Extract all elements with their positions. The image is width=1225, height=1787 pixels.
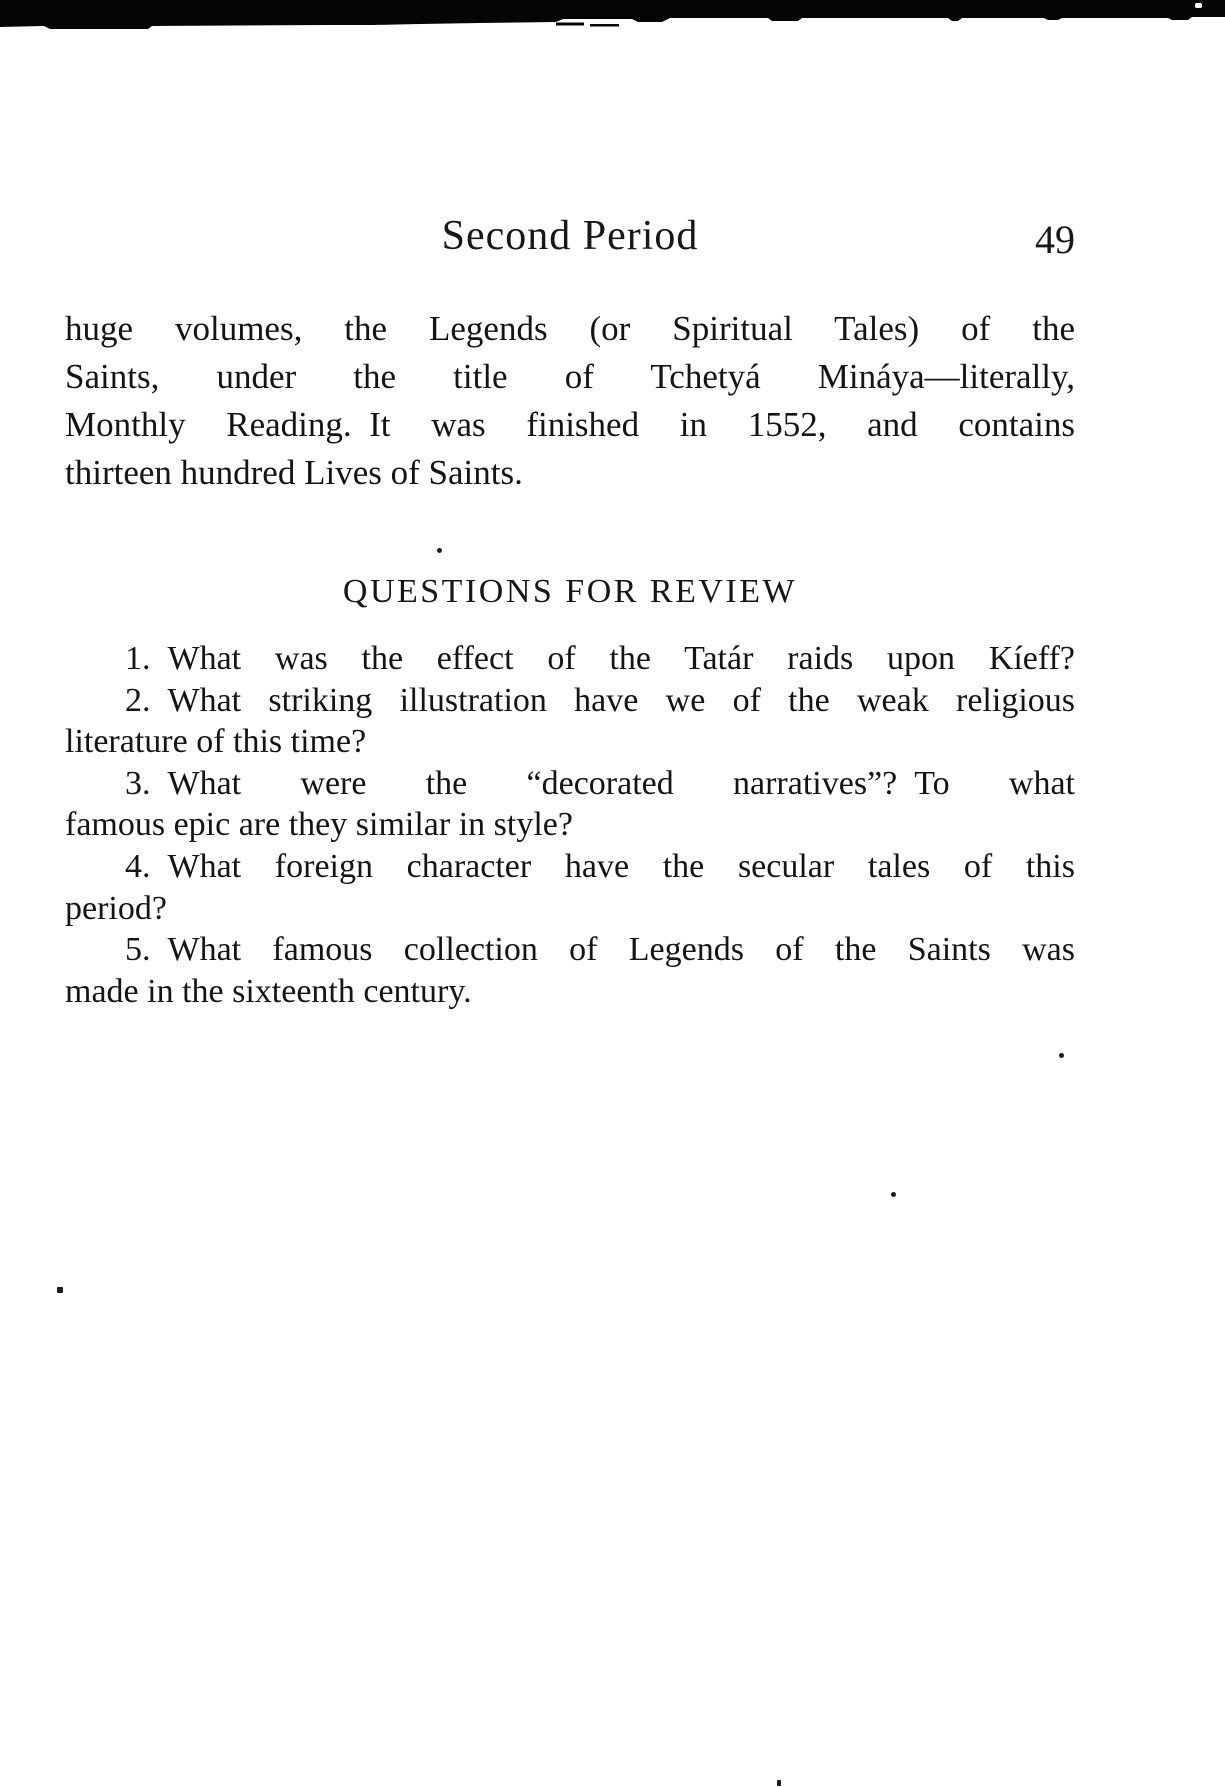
question-line: 5. What famous collection of Legends of the Saints was: [125, 931, 1075, 969]
paragraph-line: huge volumes, the Legends (or Spiritual Tales) of the: [65, 309, 1075, 348]
question-line: 4. What foreign character have the secular tales of this: [125, 847, 1075, 885]
question-line: 1. What was the effect of the Tatár raids upon Kíeff?: [125, 640, 1075, 677]
paragraph-line: thirteen hundred Lives of Saints.: [65, 453, 523, 492]
ink-speck: [777, 1780, 781, 1786]
page-number: 49: [1035, 217, 1075, 262]
page-title: Second Period: [441, 213, 699, 259]
section-heading: QUESTIONS FOR REVIEW: [342, 573, 798, 610]
scan-artifact-top-band: [0, 0, 1225, 34]
scan-underscore-mark: [590, 24, 619, 27]
ink-speck: [437, 548, 442, 553]
question-line: period?: [65, 889, 167, 927]
question-line: famous epic are they similar in style?: [65, 806, 573, 844]
scan-white-speck: [1195, 3, 1202, 8]
scan-underscore-mark: [556, 23, 584, 26]
question-line: made in the sixteenth century.: [65, 972, 472, 1010]
paragraph-line: Monthly Reading. It was finished in 1552, and contains: [65, 405, 1075, 444]
questions-list: [65, 638, 1075, 1012]
question-line: literature of this time?: [65, 723, 367, 761]
ink-speck: [1059, 1053, 1064, 1058]
question-line: 3. What were the “decorated narratives”? To what: [125, 764, 1075, 802]
paragraph-line: Saints, under the title of Tchetyá Mináya—literally,: [65, 357, 1075, 396]
ink-speck: [891, 1192, 896, 1197]
question-line: 2. What striking illustration have we of the weak religious: [125, 681, 1075, 719]
body-paragraph: [65, 305, 1075, 497]
ink-speck: [57, 1287, 63, 1293]
